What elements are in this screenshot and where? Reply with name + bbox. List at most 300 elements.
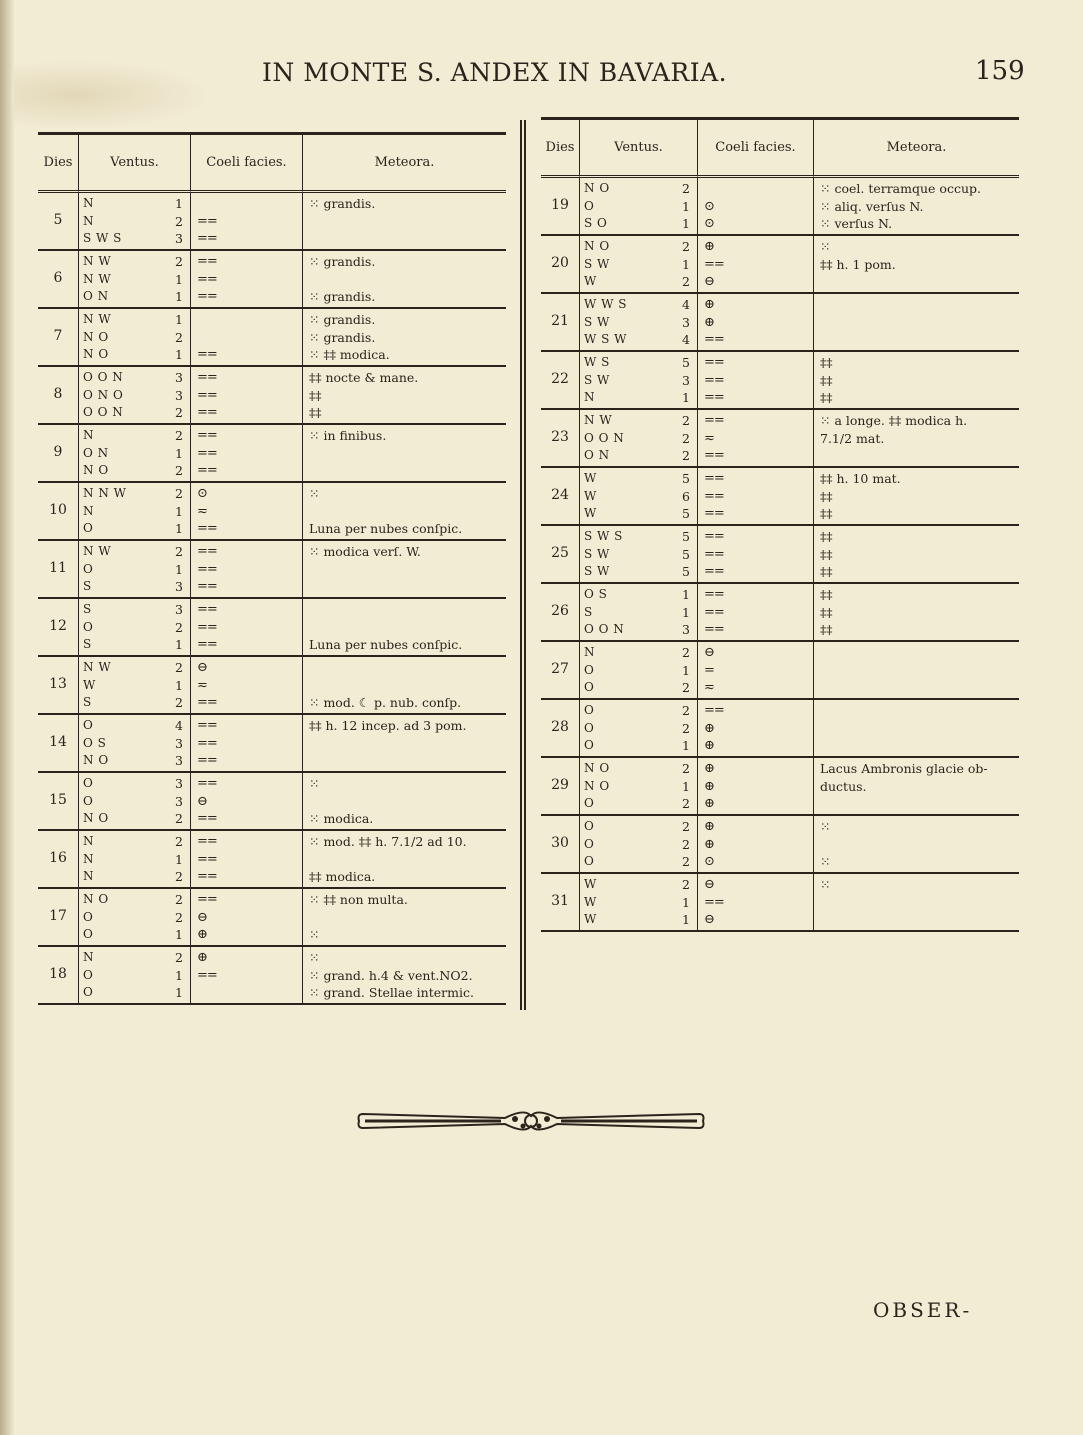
meteora-note (309, 213, 506, 231)
wind-force: 1 (175, 985, 183, 1000)
meteora-note: ‡‡ (309, 387, 322, 403)
sky-symbol: ⊖ (197, 793, 207, 809)
table-row (541, 642, 1019, 700)
table-row (38, 309, 506, 367)
sky-symbol: == (704, 413, 724, 428)
meteora-cell (813, 178, 1019, 236)
wind-direction: O O N (584, 430, 625, 445)
ventus-cell (579, 468, 697, 526)
wind-direction: N W (83, 312, 112, 326)
sky-symbol: = (704, 662, 714, 678)
sky-symbol: == (704, 488, 724, 504)
sky-symbol: == (197, 231, 217, 246)
wind-force: 2 (175, 834, 183, 849)
meteora-note: ⁙ a longe. ‡‡ modica h. (820, 413, 968, 428)
day-number: 11 (38, 541, 78, 599)
ventus-cell (579, 874, 697, 932)
wind-force: 2 (175, 660, 183, 675)
meteora-note: ‡‡ (820, 622, 833, 637)
wind-force: 2 (682, 181, 690, 196)
sky-symbol: ⊙ (704, 854, 714, 869)
sky-symbol: == (197, 347, 217, 362)
meteora-note: ⁙ modica verſ. W. (309, 544, 421, 559)
meteora-cell (302, 599, 506, 657)
day-number: 24 (541, 468, 579, 526)
coeli-facies-cell (190, 425, 302, 483)
day-number: 23 (541, 410, 579, 468)
sky-symbol: == (197, 967, 217, 983)
sky-symbol: == (197, 289, 217, 304)
meteora-note: ⁙ (820, 877, 831, 892)
day-number: 7 (38, 309, 78, 367)
wind-direction: O N O (83, 387, 124, 402)
wind-direction: N O (83, 329, 109, 344)
wind-direction: O (584, 738, 595, 752)
wind-force: 1 (175, 347, 183, 362)
meteora-note: ⁙ mod. ☾ p. nub. conſp. (309, 695, 462, 710)
meteora-note (820, 911, 1019, 929)
table-row (38, 425, 506, 483)
sky-symbol: == (197, 387, 217, 403)
wind-force: 2 (682, 819, 690, 834)
wind-direction: O (83, 521, 94, 535)
coeli-facies-cell (697, 178, 813, 236)
wind-direction: O O N (83, 370, 124, 384)
ventus-cell (78, 251, 190, 309)
sky-symbol: == (197, 271, 217, 287)
sky-symbol: ⊕ (704, 720, 714, 736)
wind-direction: N W (83, 660, 112, 674)
wind-force: 3 (175, 776, 183, 791)
wind-force: 1 (175, 927, 183, 942)
sky-symbol (197, 195, 302, 213)
wind-direction: S (83, 637, 92, 651)
meteora-note: Luna per nubes conſpic. (309, 637, 463, 652)
sky-symbol: == (197, 735, 217, 751)
ventus-cell (78, 773, 190, 831)
weather-log-right (541, 117, 1019, 932)
meteora-cell (302, 657, 506, 715)
wind-direction: O (83, 909, 94, 924)
meteora-cell (302, 715, 506, 773)
coeli-facies-cell (697, 410, 813, 468)
table-row (38, 193, 506, 251)
wind-force: 2 (175, 254, 183, 269)
col-header-dies: Dies (38, 135, 78, 193)
wind-force: 1 (175, 637, 183, 652)
sky-symbol: ≂ (704, 430, 714, 446)
wind-direction: N O (584, 778, 610, 793)
meteora-note (309, 659, 506, 677)
wind-force: 3 (175, 231, 183, 246)
wind-direction: N (83, 428, 94, 442)
coeli-facies-cell (697, 352, 813, 410)
wind-direction: S O (584, 216, 608, 230)
wind-force: 1 (175, 271, 183, 287)
wind-direction: O (83, 967, 94, 982)
table-row (541, 178, 1019, 236)
wind-force: 2 (175, 892, 183, 907)
ventus-cell (579, 236, 697, 294)
meteora-cell (302, 541, 506, 599)
wind-force: 2 (175, 486, 183, 501)
sky-symbol: == (197, 869, 217, 884)
meteora-note: ⁙ grandis. (309, 329, 376, 345)
wind-direction: N O (83, 753, 109, 767)
wind-force: 5 (682, 355, 690, 370)
sky-symbol: ⊕ (704, 778, 714, 794)
sky-symbol: ≂ (197, 677, 207, 693)
sky-symbol: ⊖ (704, 645, 714, 660)
ventus-cell (78, 831, 190, 889)
sky-symbol: ⊖ (704, 912, 714, 927)
coeli-facies-cell (697, 758, 813, 816)
wind-force: 1 (682, 256, 690, 272)
meteora-note (820, 836, 1019, 854)
meteora-note: ⁙ grandis. (309, 289, 376, 304)
sky-symbol: == (704, 622, 724, 637)
wind-direction: W S (584, 355, 610, 369)
meteora-note: ⁙ grandis. (309, 312, 376, 327)
sky-symbol: == (197, 213, 217, 229)
table-row (541, 584, 1019, 642)
table-row (541, 874, 1019, 932)
sky-symbol: == (197, 892, 217, 907)
ventus-cell (78, 425, 190, 483)
table-row (541, 700, 1019, 758)
meteora-note (309, 561, 506, 579)
sky-symbol: == (197, 521, 217, 536)
wind-direction: N (584, 390, 595, 404)
running-title: IN MONTE S. ANDEX IN BAVARIA. (262, 58, 728, 87)
sky-symbol: == (704, 372, 724, 388)
day-number: 27 (541, 642, 579, 700)
coeli-facies-cell (190, 715, 302, 773)
sky-symbol: ⊙ (704, 198, 714, 214)
sky-symbol: ⊕ (704, 314, 714, 330)
wind-force: 2 (682, 448, 690, 463)
wind-direction: S W (584, 372, 610, 387)
meteora-note (820, 644, 1019, 662)
wind-force: 5 (682, 506, 690, 521)
day-number: 30 (541, 816, 579, 874)
coeli-facies-cell (190, 599, 302, 657)
sky-symbol: == (197, 753, 217, 768)
wind-force: 4 (682, 332, 690, 347)
meteora-note: ‡‡ (820, 506, 833, 521)
wind-direction: O S (584, 587, 608, 601)
meteora-note: ⁙ verſus N. (820, 216, 893, 231)
ventus-cell (78, 599, 190, 657)
wind-force: 2 (682, 836, 690, 852)
wind-force: 2 (175, 405, 183, 420)
wind-direction: O (584, 720, 595, 735)
wind-direction: W (584, 488, 597, 503)
col-header-meteora: Meteora. (302, 135, 506, 193)
table-row (541, 816, 1019, 874)
wind-force: 3 (175, 793, 183, 809)
meteora-note: ⁙ aliq. verſus N. (820, 198, 924, 214)
coeli-facies-cell (697, 816, 813, 874)
meteora-cell (302, 425, 506, 483)
meteora-cell (302, 483, 506, 541)
meteora-note: Luna per nubes conſpic. (309, 521, 463, 536)
col-header-ventus: Ventus. (78, 135, 190, 193)
wind-force: 2 (682, 796, 690, 811)
wind-force: 1 (175, 521, 183, 536)
wind-direction: N W (83, 254, 112, 268)
day-number: 8 (38, 367, 78, 425)
meteora-note: ⁙ ‡‡ modica. (309, 347, 390, 362)
wind-direction: W (584, 274, 597, 288)
table-row (541, 294, 1019, 352)
day-number: 9 (38, 425, 78, 483)
ventus-cell (579, 526, 697, 584)
day-number: 31 (541, 874, 579, 932)
sky-symbol: ⊖ (197, 909, 207, 925)
wind-force: 1 (682, 216, 690, 231)
coeli-facies-cell (697, 236, 813, 294)
wind-force: 2 (682, 877, 690, 892)
day-number: 5 (38, 193, 78, 251)
day-number: 25 (541, 526, 579, 584)
meteora-cell (813, 294, 1019, 352)
wind-direction: W W S (584, 297, 628, 311)
wind-direction: N (83, 834, 94, 848)
coeli-facies-cell (190, 309, 302, 367)
weather-log-left (38, 132, 506, 1005)
ventus-cell (78, 889, 190, 947)
sky-symbol: == (197, 602, 217, 617)
wind-direction: N O (83, 892, 109, 906)
meteora-note: ⁙ (309, 486, 320, 501)
wind-direction: O O N (584, 622, 625, 636)
coeli-facies-cell (697, 526, 813, 584)
coeli-facies-cell (697, 468, 813, 526)
wind-direction: N (83, 213, 94, 228)
meteora-note: ‡‡ (820, 390, 833, 405)
meteora-note (309, 503, 506, 521)
day-number: 16 (38, 831, 78, 889)
sky-symbol: == (704, 894, 724, 910)
ventus-cell (579, 700, 697, 758)
wind-force: 1 (175, 561, 183, 577)
wind-force: 2 (175, 428, 183, 443)
table-row (38, 831, 506, 889)
meteora-note: ‡‡ (820, 529, 833, 544)
day-number: 26 (541, 584, 579, 642)
meteora-note: ‡‡ nocte & mane. (309, 370, 419, 385)
wind-force: 2 (175, 869, 183, 884)
sky-symbol: ⊖ (197, 660, 207, 675)
coeli-facies-cell (190, 541, 302, 599)
wind-direction: O S (83, 735, 107, 750)
sky-symbol: == (197, 579, 217, 594)
wind-force: 2 (175, 619, 183, 635)
meteora-note (309, 271, 506, 289)
wind-force: 5 (682, 471, 690, 486)
ornament-rule-icon (355, 1104, 707, 1138)
day-number: 14 (38, 715, 78, 773)
wind-force: 1 (175, 967, 183, 983)
wind-force: 2 (682, 239, 690, 254)
wind-direction: S (584, 604, 593, 619)
sky-symbol: == (704, 390, 724, 405)
meteora-note (309, 230, 506, 248)
coeli-facies-cell (697, 700, 813, 758)
sky-symbol: ⊙ (704, 216, 714, 231)
wind-force: 2 (175, 695, 183, 710)
meteora-cell (813, 758, 1019, 816)
meteora-note: ‡‡ (820, 604, 833, 620)
meteora-note: ‡‡ modica. (309, 869, 376, 884)
day-number: 21 (541, 294, 579, 352)
sky-symbol: == (704, 529, 724, 544)
ventus-cell (579, 642, 697, 700)
meteora-note: ⁙ modica. (309, 811, 374, 826)
wind-direction: W (584, 877, 597, 891)
wind-force: 2 (682, 761, 690, 776)
wind-force: 1 (175, 196, 183, 211)
wind-force: 1 (175, 503, 183, 519)
meteora-note (820, 679, 1019, 697)
wind-direction: O O N (83, 405, 124, 419)
sky-symbol: == (704, 506, 724, 521)
wind-direction: O N (584, 448, 610, 462)
left-rows (38, 193, 506, 1005)
meteora-cell (813, 352, 1019, 410)
ventus-cell (579, 178, 697, 236)
meteora-note (309, 462, 506, 480)
wind-force: 2 (682, 274, 690, 289)
coeli-facies-cell (190, 251, 302, 309)
coeli-facies-cell (190, 193, 302, 251)
wind-direction: S (83, 695, 92, 709)
sky-symbol: ≂ (704, 680, 714, 695)
wind-force: 2 (682, 720, 690, 736)
meteora-note (309, 735, 506, 753)
meteora-note (309, 578, 506, 596)
column-divider (520, 120, 526, 1010)
wind-direction: O (83, 718, 94, 732)
meteora-note (820, 720, 1019, 738)
wind-direction: O (584, 198, 595, 213)
sky-symbol: ≂ (197, 503, 207, 519)
wind-direction: N O (584, 239, 610, 253)
wind-force: 2 (682, 680, 690, 695)
wind-force: 1 (682, 662, 690, 678)
meteora-note (820, 795, 1019, 813)
coeli-facies-cell (697, 584, 813, 642)
sky-symbol: ⊕ (197, 950, 207, 965)
wind-direction: O (584, 680, 595, 694)
sky-symbol: == (704, 471, 724, 486)
meteora-cell (302, 251, 506, 309)
ventus-cell (78, 541, 190, 599)
wind-force: 2 (175, 329, 183, 345)
sky-symbol: == (704, 604, 724, 620)
wind-direction: W (584, 894, 597, 909)
meteora-note: ⁙ (820, 819, 831, 834)
wind-direction: O (584, 819, 595, 833)
wind-force: 1 (175, 289, 183, 304)
wind-force: 1 (682, 912, 690, 927)
right-rows (541, 178, 1019, 932)
meteora-cell (813, 236, 1019, 294)
sky-symbol: == (197, 637, 217, 652)
sky-symbol: == (197, 619, 217, 635)
wind-force: 3 (682, 372, 690, 388)
day-number: 29 (541, 758, 579, 816)
meteora-note: ‡‡ h. 12 incep. ad 3 pom. (309, 718, 467, 733)
wind-force: 2 (682, 703, 690, 718)
meteora-note: ‡‡ (820, 372, 833, 388)
sky-symbol: == (197, 463, 217, 478)
day-number: 15 (38, 773, 78, 831)
wind-direction: O (584, 703, 595, 717)
wind-direction: S W (584, 256, 610, 271)
meteora-note (820, 314, 1019, 332)
page-shadow (0, 0, 14, 1435)
ventus-cell (78, 483, 190, 541)
wind-force: 2 (682, 854, 690, 869)
wind-direction: O (584, 662, 595, 677)
sky-symbol: == (197, 445, 217, 461)
wind-force: 1 (175, 851, 183, 867)
table-row (38, 251, 506, 309)
col-header-meteora-right: Meteora. (813, 120, 1019, 178)
sky-symbol: == (197, 718, 217, 733)
meteora-note (309, 851, 506, 869)
day-number: 12 (38, 599, 78, 657)
wind-direction: N O (83, 347, 109, 361)
day-number: 6 (38, 251, 78, 309)
meteora-note (820, 894, 1019, 912)
wind-force: 2 (175, 950, 183, 965)
wind-force: 6 (682, 488, 690, 504)
meteora-note (309, 793, 506, 811)
sky-symbol: == (704, 564, 724, 579)
meteora-note: ⁙ (820, 239, 831, 254)
ventus-cell (579, 816, 697, 874)
sky-symbol (704, 180, 813, 198)
sky-symbol: ⊕ (704, 738, 714, 753)
meteora-note: ⁙ grandis. (309, 254, 376, 269)
wind-force: 1 (175, 445, 183, 461)
coeli-facies-cell (190, 947, 302, 1005)
meteora-note: ⁙ (309, 950, 320, 965)
ventus-cell (78, 715, 190, 773)
wind-direction: O (83, 927, 94, 941)
wind-direction: N W (584, 413, 613, 427)
meteora-note: ⁙ grand. Stellae intermic. (309, 985, 474, 1000)
wind-direction: O (584, 796, 595, 810)
sky-symbol: == (197, 851, 217, 867)
wind-force: 2 (175, 463, 183, 478)
wind-force: 2 (175, 909, 183, 925)
day-number: 28 (541, 700, 579, 758)
ventus-cell (579, 410, 697, 468)
wind-force: 1 (175, 312, 183, 327)
sky-symbol (197, 311, 302, 329)
table-row (38, 947, 506, 1005)
table-row (541, 236, 1019, 294)
meteora-note: ‡‡ (820, 564, 833, 579)
coeli-facies-cell (697, 874, 813, 932)
wind-direction: O (83, 561, 94, 576)
meteora-note (309, 909, 506, 927)
sky-symbol: == (197, 776, 217, 791)
